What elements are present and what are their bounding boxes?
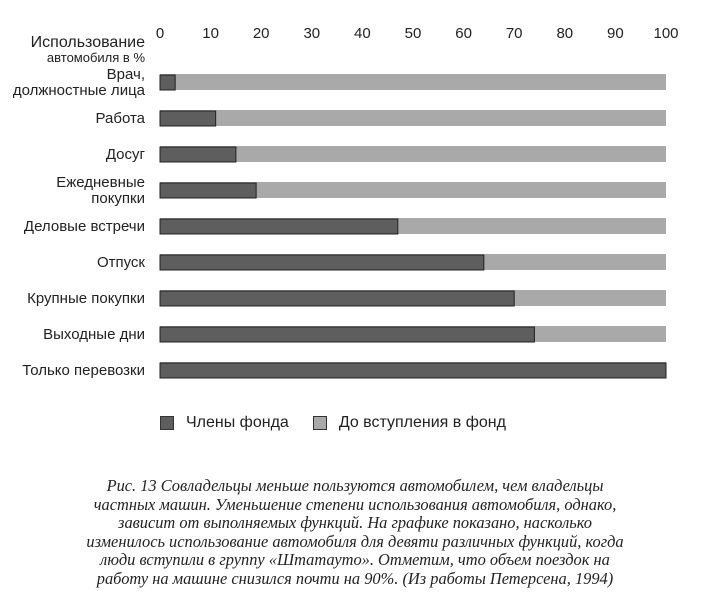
bar-members (160, 327, 534, 342)
bar-members (160, 363, 666, 378)
category-label: Выходные дни (43, 326, 145, 343)
axis-title-line-2: автомобиля в % (46, 50, 145, 65)
x-tick-label: 70 (505, 25, 523, 42)
bar-members (160, 111, 216, 126)
x-tick-label: 20 (252, 25, 270, 42)
category-label: Работа (95, 110, 145, 127)
caption-line: Рис. 13 Совладельцы меньше пользуются автомобилем, чем владельцы (106, 476, 604, 495)
bar-members (160, 75, 175, 90)
bar-before (160, 74, 666, 90)
category-label: Деловые встречи (23, 218, 145, 235)
bar-members (160, 219, 398, 234)
category-label: Досуг (105, 146, 145, 163)
legend-swatch-before (313, 416, 327, 430)
bar-members (160, 291, 514, 306)
category-label: должностные лица (12, 82, 145, 99)
category-label: Ежедневные (56, 174, 145, 191)
x-tick-label: 0 (155, 25, 165, 42)
legend-label-members: Члены фонда (186, 414, 289, 431)
x-tick-label: 90 (607, 25, 624, 42)
x-tick-label: 40 (354, 25, 371, 42)
bar-members (160, 183, 256, 198)
caption-line: частных машин. Уменьшение степени использования автомобиля, однако, (93, 494, 617, 514)
bar-before (160, 110, 666, 126)
x-tick-label: 10 (202, 25, 219, 42)
category-label: Отпуск (96, 254, 145, 271)
x-tick-label: 60 (455, 25, 472, 42)
legend (160, 414, 530, 432)
x-tick-label: 100 (653, 25, 679, 42)
legend-swatch-members (160, 416, 174, 430)
category-label: Врач, (106, 66, 145, 83)
legend-item-before (313, 414, 506, 432)
legend-label-before: До вступления в фонд (338, 414, 506, 431)
x-tick-label: 80 (556, 25, 574, 42)
x-tick-label: 50 (404, 25, 422, 42)
category-label: Крупные покупки (27, 290, 145, 307)
category-label: Только перевозки (22, 362, 145, 379)
bar-members (160, 255, 484, 270)
category-label: покупки (91, 190, 145, 207)
axis-title-line-1: Использование (30, 34, 145, 51)
caption-line: люди вступили в группу «Штатауто». Отметим, что объем поездок на (100, 550, 610, 569)
caption-line: зависит от выполняемых функций. На графике показано, насколько (118, 513, 592, 532)
bar-members (160, 147, 236, 162)
figure-caption (30, 477, 680, 588)
x-tick-label: 30 (303, 25, 321, 42)
legend-item-members (160, 414, 289, 432)
caption-line: изменилось использование автомобиля для девяти различных функций, когда (86, 531, 624, 551)
caption-line: работу на машине снизился почти на 90%. (Из работы Петерсена, 1994) (96, 568, 614, 588)
